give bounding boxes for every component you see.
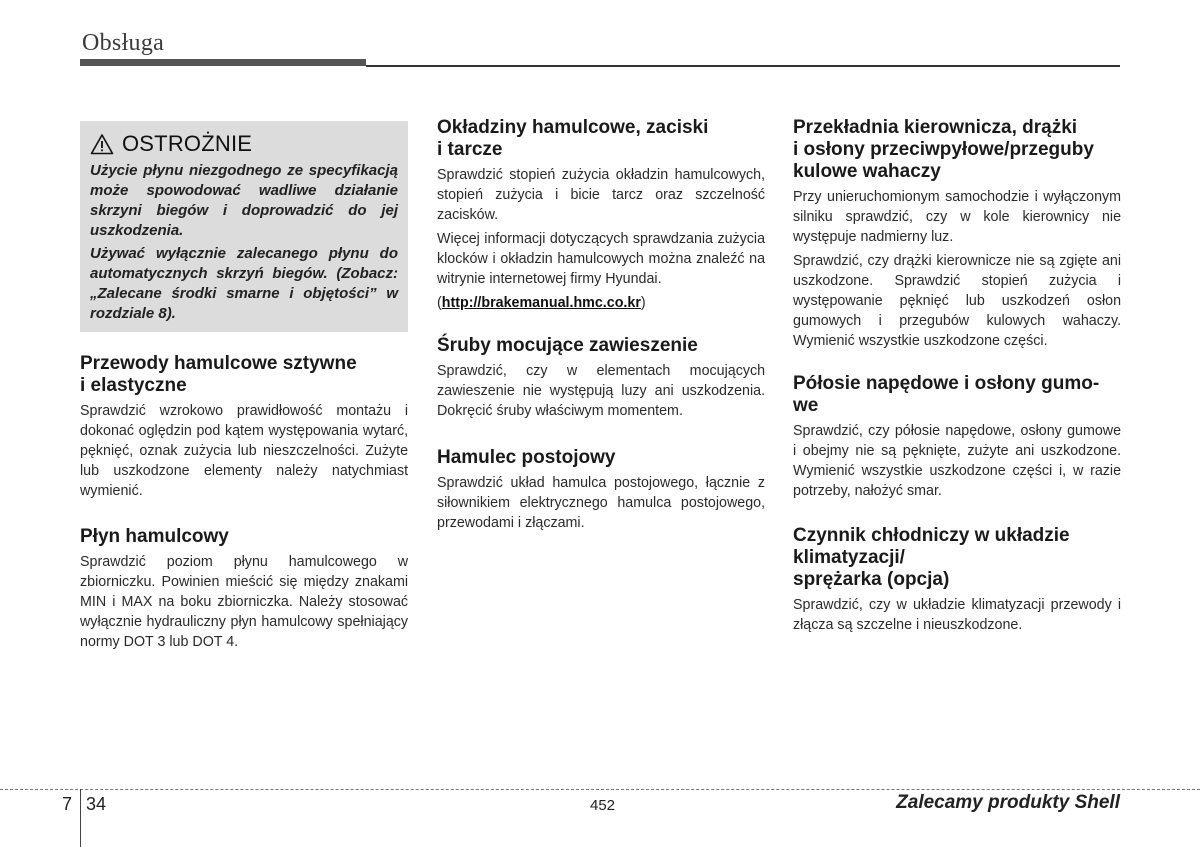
link-open-paren: (	[437, 294, 442, 311]
section-link-paragraph	[437, 293, 765, 313]
section-title	[80, 353, 408, 397]
footer-dashed-rule	[0, 789, 1200, 790]
section-steering	[793, 117, 1121, 355]
section-title	[437, 117, 765, 161]
section-parking-brake	[437, 447, 765, 537]
section-body: Sprawdzić poziom płynu hamulcowego w zbiorniczku. Powinien mieścić się między znakami MIN i MAX na boku zbiorniczka. Należy stosować wyłącznie hydrauliczny płyn hamulcowy spełniający normy DOT 3 lub DOT 4.	[80, 553, 409, 650]
header-rule-thick	[80, 59, 366, 66]
section-title-line-2: klimatyzacji/	[793, 547, 905, 568]
section-title	[793, 373, 1121, 417]
header-rule-thin	[366, 65, 1120, 67]
section-title-line-1: Czynnik chłodniczy w układzie	[793, 525, 1070, 546]
section-title-line-2: we	[793, 395, 819, 416]
section-body: Sprawdzić wzrokowo prawidłowość montażu i dokonać oględzin pod kątem występowania wytarć, pęknięć, oznak zużycia lub nieszczelności. Zużyte lub uszkodzone elementy należy natychmiast wymienić.	[80, 402, 409, 499]
section-title-line-1: Okładziny hamulcowe, zaciski	[437, 117, 709, 138]
caution-title: OSTROŻNIE	[122, 131, 253, 156]
section-brake-pads	[437, 117, 765, 317]
caution-paragraph-1: Użycie płynu niezgodnego ze specyfikacją może spowodować wadliwe działanie skrzyni biegów i doprowadzić do jej uszkodzenia.	[90, 162, 398, 239]
section-refrigerant	[793, 525, 1121, 639]
brake-manual-link[interactable]: http://brakemanual.hmc.co.kr	[441, 294, 641, 311]
section-suspension-bolts	[437, 335, 765, 425]
section-title-line-2: i tarcze	[437, 139, 503, 160]
footer-divider	[80, 789, 81, 847]
section-title-line-1: Półosie napędowe i osłony gumo-	[793, 373, 1100, 394]
page-header-title: Obsługa	[82, 30, 165, 56]
footer-brand-text: Zalecamy produkty Shell	[896, 792, 1120, 813]
section-title-line-1: Przewody hamulcowe sztywne	[80, 353, 357, 374]
sheet-number: 452	[590, 797, 616, 814]
section-body: Sprawdzić, czy w układzie klimatyzacji przewody i złącza są szczelne i nieuszkodzone.	[793, 596, 1122, 633]
section-body-1: Przy unieruchomionym samochodzie i wyłączonym silniku sprawdzić, czy w kole kierownicy nie występuje nadmierny luz.	[793, 188, 1122, 245]
section-title: Śruby mocujące zawieszenie	[437, 335, 698, 356]
section-title-line-2: i osłony przeciwpyłowe/przeguby	[793, 139, 1094, 160]
section-body: Sprawdzić, czy półosie napędowe, osłony gumowe i obejmy nie są pęknięte, zużyte ani uszkodzone. Wymienić wszystkie uszkodzone części i, w razie potrzeby, nałożyć smar.	[793, 422, 1122, 499]
warning-triangle-icon	[90, 133, 114, 155]
caution-paragraph-2: Używać wyłącznie zalecanego płynu do automatycznych skrzyń biegów. (Zobacz: „Zalecane środki smarne i objętości” w rozdziale 8).	[90, 245, 398, 322]
chapter-number: 7	[62, 794, 73, 814]
section-title	[793, 525, 1121, 591]
section-title: Płyn hamulcowy	[80, 526, 229, 547]
page-number: 34	[86, 794, 107, 814]
caution-box	[80, 121, 408, 332]
section-title-line-1: Przekładnia kierownicza, drążki	[793, 117, 1078, 138]
section-title-line-2: i elastyczne	[80, 375, 187, 396]
section-brake-fluid	[80, 526, 408, 656]
section-brake-lines	[80, 353, 408, 505]
section-body-2: Sprawdzić, czy drążki kierownicze nie są zgięte ani uszkodzone. Sprawdzić stopień zużycia i występowanie pęknięć lub uszkodzeń osłon gumowych i przegubów kulowych wahaczy. Wymienić wszystkie uszkodzone części.	[793, 252, 1122, 349]
section-title-line-3: sprężarka (opcja)	[793, 569, 950, 590]
section-body-2: Więcej informacji dotyczących sprawdzania zużycia klocków i okładzin hamulcowych można znaleźć na witrynie internetowej firmy Hyundai.	[437, 230, 766, 287]
section-body: Sprawdzić, czy w elementach mocujących zawieszenie nie występują luzy ani uszkodzenia. Dokręcić śruby właściwym momentem.	[437, 362, 766, 419]
link-close-paren: )	[640, 294, 646, 311]
section-body: Sprawdzić układ hamulca postojowego, łącznie z siłownikiem elektrycznego hamulca postojowego, przewodami i złączami.	[437, 474, 766, 531]
section-body-1: Sprawdzić stopień zużycia okładzin hamulcowych, stopień zużycia i bicie tarcz oraz szczelność zacisków.	[437, 166, 766, 223]
section-drive-shafts	[793, 373, 1121, 505]
section-title: Hamulec postojowy	[437, 447, 616, 468]
section-title	[793, 117, 1121, 183]
caution-header	[90, 131, 398, 157]
section-title-line-3: kulowe wahaczy	[793, 161, 941, 182]
